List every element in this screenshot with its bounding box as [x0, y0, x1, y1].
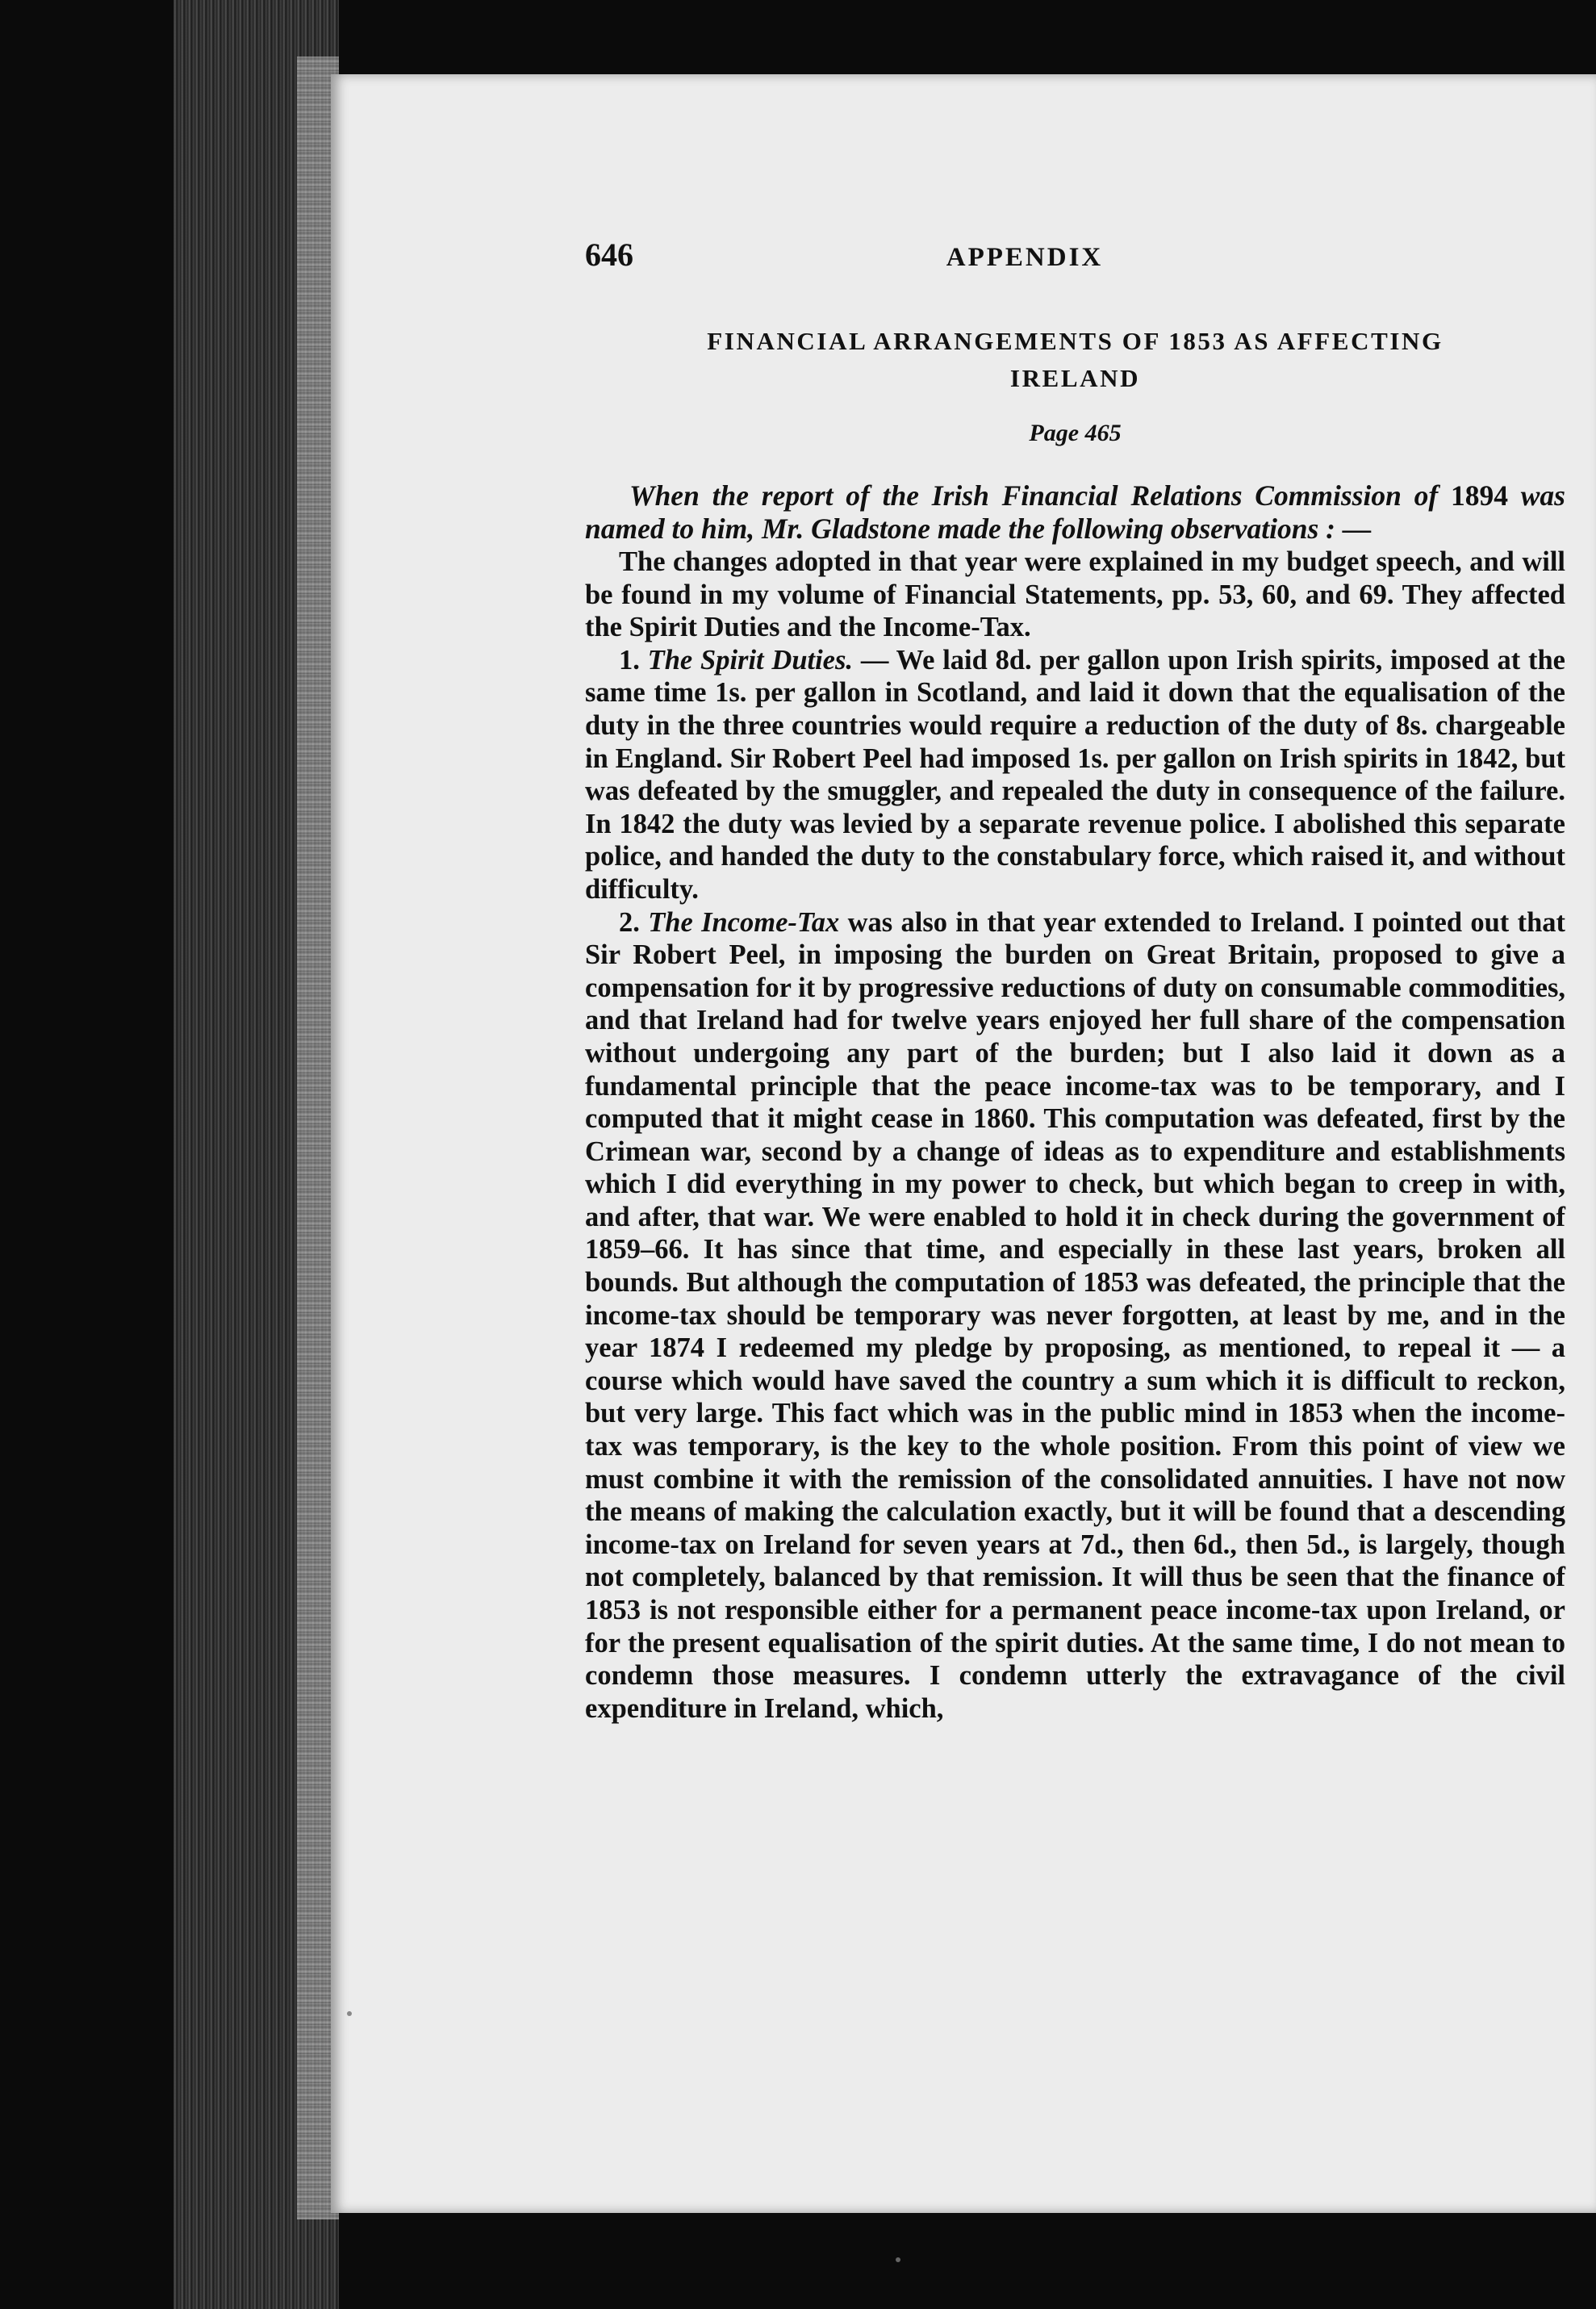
- paragraph-income-tax: [585, 906, 1565, 1725]
- paragraph-lead: The Spirit Duties.: [647, 644, 854, 676]
- intro-text-after: was named to him, Mr. Gladstone made the following observations : —: [585, 479, 1566, 545]
- intro-note: [585, 479, 1565, 546]
- section-title: [585, 323, 1565, 397]
- paragraph-intro: [585, 546, 1565, 644]
- scan-speck: [896, 2257, 900, 2262]
- paragraph-text: The changes adopted in that year were explained in my budget speech, and will be found in my volume of Financial Statements, pp. 53, 60, and 69. They affected the Spirit Duties and the Income-Tax.: [585, 546, 1565, 643]
- page-header: [585, 236, 1565, 284]
- paragraph-spirit-duties: [585, 644, 1565, 906]
- section-title-line-2: IRELAND: [1009, 364, 1141, 392]
- intro-year: 1894: [1450, 479, 1508, 512]
- page-content: [585, 236, 1565, 1725]
- paragraph-number: 2.: [619, 906, 640, 938]
- paragraph-text: — We laid 8d. per gallon upon Irish spirits, imposed at the same time 1s. per gallon in Scotland, and laid it down that the equalisation of the duty in the three countries would require a reduction of the duty of 8s. chargeable in England. Sir Robert Peel had imposed 1s. per gallon on Irish spirits in 1842, but was defeated by the smuggler, and repealed the duty in consequence of the failure. In 1842 the duty was levied by a separate revenue police. I abolished this separate police, and handed the duty to the constabulary force, which raised it, and without difficulty.: [585, 644, 1565, 905]
- paragraph-number: 1.: [619, 644, 640, 676]
- page-reference: Page 465: [1029, 420, 1122, 446]
- scan-speck: [347, 2011, 352, 2016]
- intro-text-before: When the report of the Irish Financial Relations Commission of: [629, 479, 1451, 512]
- section-title-line-1: FINANCIAL ARRANGEMENTS OF 1853 AS AFFECTING: [707, 327, 1444, 355]
- paragraph-lead: The Income-Tax: [648, 906, 840, 938]
- paragraph-text: was also in that year extended to Ireland. I pointed out that Sir Robert Peel, in imposing the burden on Great Britain, proposed to give a compensation for it by progressive reductions of duty on consumable commodities, and that Ireland had for twelve years enjoyed her full share of the compensation without undergoing any part of the burden; but I also laid it down as a fundamental principle that the peace income-tax was to be temporary, and I computed that it might cease in 1860. This computation was defeated, first by the Crimean war, second by a change of ideas as to expenditure and establishments which I did everything in my power to check, but which began to creep in with, and after, that war. We were enabled to hold it in check during the government of 1859–66. It has since that time, and especially in these last years, broken all bounds. But although the computation of 1853 was defeated, the principle that the income-tax should be temporary was never forgotten, at least by me, and in the year 1874 I redeemed my pledge by proposing, as mentioned, to repeal it — a course which would have saved the country a sum which it is difficult to reckon, but very large. This fact which was in the public mind in 1853 when the income-tax was temporary, is the key to the whole position. From this point of view we must combine it with the remission of the consolidated annuities. I have not now the means of making the calculation exactly, but it will be found that a descending income-tax on Ireland for seven years at 7d., then 6d., then 5d., is largely, though not completely, balanced by that remission. It will thus be seen that the finance of 1853 is not responsible either for a permanent peace income-tax upon Ireland, or for the present equalisation of the spirit duties. At the same time, I do not mean to condemn those measures. I condemn utterly the extravagance of the civil expenditure in Ireland, which,: [585, 906, 1566, 1724]
- page-number: 646: [585, 236, 633, 273]
- running-head: APPENDIX: [946, 243, 1104, 272]
- book-page: [331, 74, 1596, 2213]
